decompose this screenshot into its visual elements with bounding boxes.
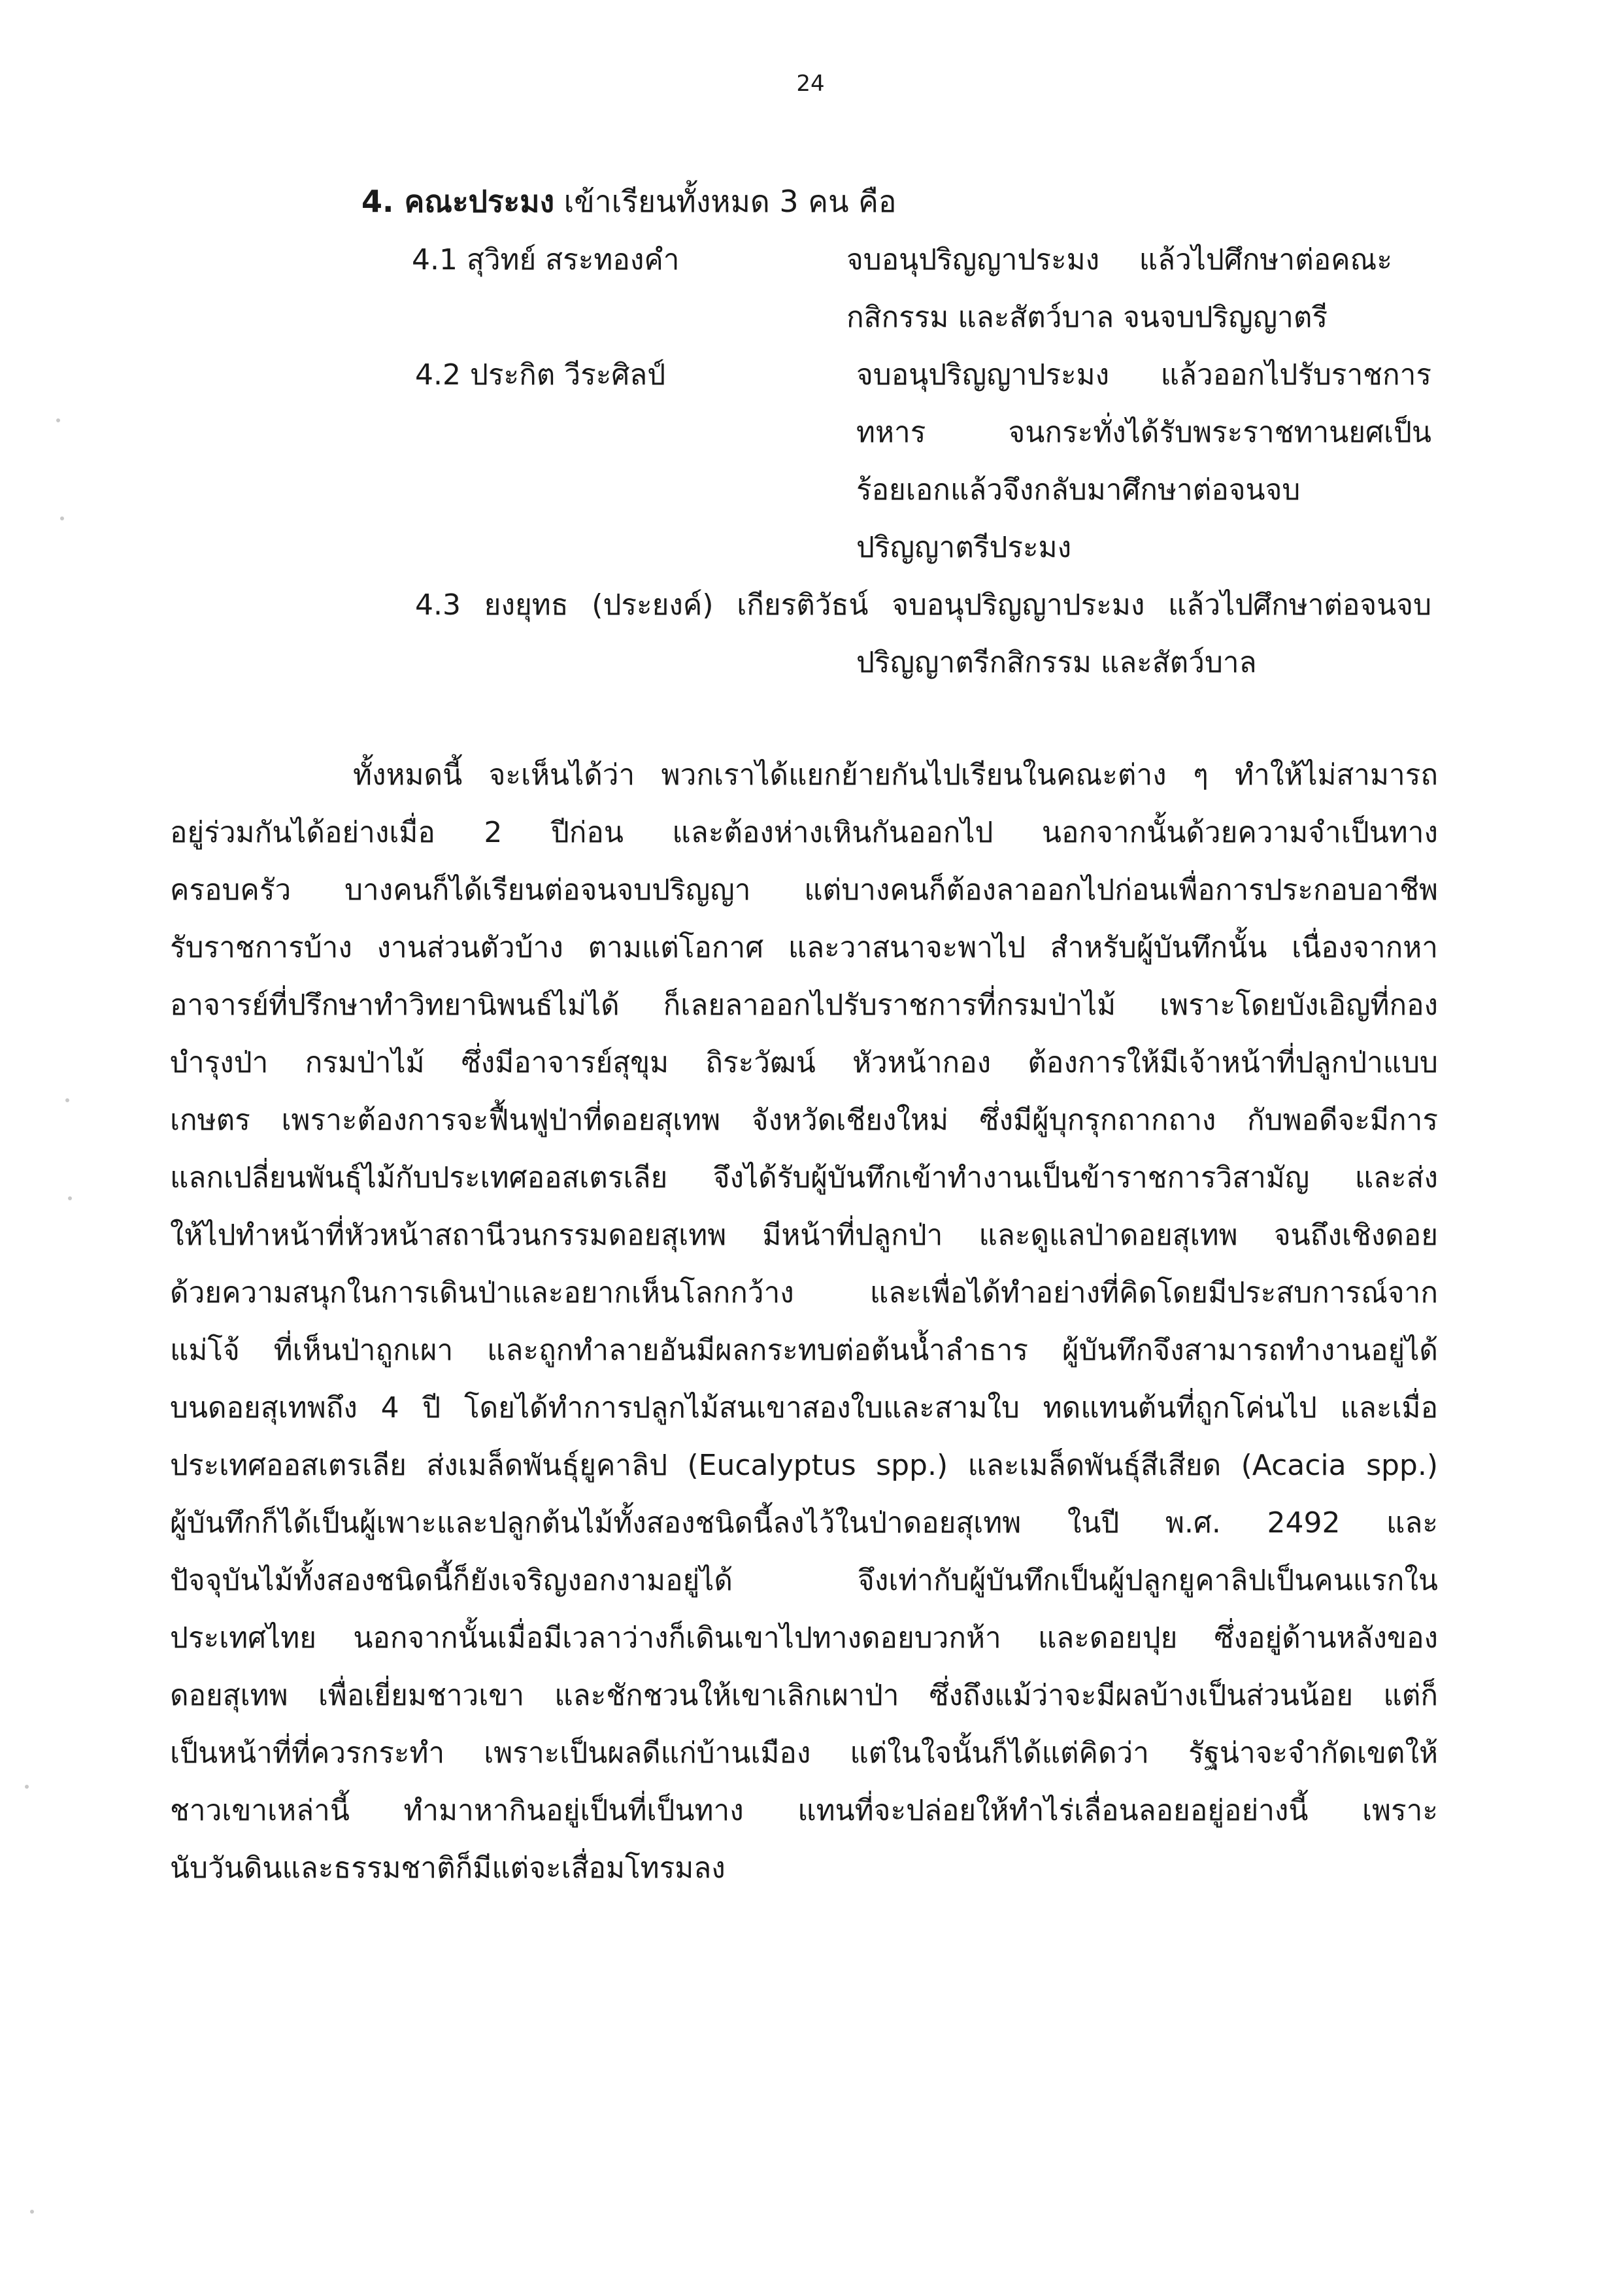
paragraph-line: แลกเปลี่ยนพันธุ์ไม้กับประเทศออสเตรเลีย จึงได้รับผู้บันทึกเข้าทำงานเป็นข้าราชการวิสามัญ และส่ง: [170, 1161, 1438, 1194]
section-heading: [361, 178, 897, 226]
list-item-line: ทหาร จนกระทั่งได้รับพระราชทานยศเป็น: [856, 416, 1431, 449]
scan-speck: [65, 1098, 69, 1102]
paragraph-line: ครอบครัว บางคนก็ได้เรียนต่อจนจบปริญญา แต่บางคนก็ต้องลาออกไปก่อนเพื่อการประกอบอาชีพ: [170, 873, 1438, 907]
paragraph-line: อาจารย์ที่ปรึกษาทำวิทยานิพนธ์ไม่ได้ ก็เลยลาออกไปรับราชการที่กรมป่าไม้ เพราะโดยบังเอิญที่กอง: [170, 988, 1438, 1022]
paragraph-line: บำรุงป่า กรมป่าไม้ ซึ่งมีอาจารย์สุขุม ถิระวัฒน์ หัวหน้ากอง ต้องการให้มีเจ้าหน้าที่ปลูกป่าแบบ: [170, 1046, 1438, 1079]
section-heading-title: 4. คณะประมง: [361, 184, 555, 219]
paragraph-line: เกษตร เพราะต้องการจะฟื้นฟูป่าที่ดอยสุเทพ จังหวัดเชียงใหม่ ซึ่งมีผู้บุกรุกถากถาง กับพอดีจะมีการ: [170, 1104, 1438, 1137]
list-item-label: 4.2 ประกิต วีระศิลป์: [415, 358, 666, 392]
paragraph-line: บนดอยสุเทพถึง 4 ปี โดยได้ทำการปลูกไม้สนเขาสองใบและสามใบ ทดแทนต้นที่ถูกโค่นไป และเมื่อ: [170, 1391, 1438, 1425]
scan-speck: [68, 1196, 72, 1200]
paragraph-line: ทั้งหมดนี้ จะเห็นได้ว่า พวกเราได้แยกย้ายกันไปเรียนในคณะต่าง ๆ ทำให้ไม่สามารถ: [353, 758, 1438, 792]
paragraph-line: อยู่ร่วมกันได้อย่างเมื่อ 2 ปีก่อน และต้องห่างเหินกันออกไป นอกจากนั้นด้วยความจำเป็นทาง: [170, 816, 1438, 849]
paragraph-line: นับวันดินและธรรมชาติก็มีแต่จะเสื่อมโทรมลง: [170, 1851, 726, 1885]
list-item-line: ร้อยเอกแล้วจึงกลับมาศึกษาต่อจนจบ: [856, 473, 1301, 507]
paragraph-line: ปัจจุบันไม้ทั้งสองชนิดนี้ก็ยังเจริญงอกงามอยู่ได้ จึงเท่ากับผู้บันทึกเป็นผู้ปลูกยูคาลิปเป็นคนแรกใน: [170, 1564, 1438, 1597]
scan-speck: [56, 418, 60, 422]
scan-speck: [60, 516, 64, 520]
list-item-line: จบอนุปริญญาประมง แล้วออกไปรับราชการ: [856, 358, 1431, 392]
section-heading-text: เข้าเรียนทั้งหมด 3 คน คือ: [554, 184, 897, 219]
list-item-line: กสิกรรม และสัตว์บาล จนจบปริญญาตรี: [846, 301, 1328, 334]
paragraph-line: รับราชการบ้าง งานส่วนตัวบ้าง ตามแต่โอกาศ และวาสนาจะพาไป สำหรับผู้บันทึกนั้น เนื่องจากหา: [170, 931, 1438, 964]
paragraph-line: ด้วยความสนุกในการเดินป่าและอยากเห็นโลกกว้าง และเพื่อได้ทำอย่างที่คิดโดยมีประสบการณ์จาก: [170, 1276, 1438, 1309]
page-number: 24: [796, 71, 825, 97]
scan-speck: [30, 2210, 34, 2214]
paragraph-line: ประเทศออสเตรเลีย ส่งเมล็ดพันธุ์ยูคาลิป (Eucalyptus spp.) และเมล็ดพันธุ์สีเสียด (Acacia spp.): [170, 1449, 1438, 1482]
list-item-line: จบอนุปริญญาประมง แล้วไปศึกษาต่อคณะ: [846, 243, 1392, 277]
paragraph-line: ผู้บันทึกก็ได้เป็นผู้เพาะและปลูกต้นไม้ทั้งสองชนิดนี้ลงไว้ในป่าดอยสุเทพ ในปี พ.ศ. 2492 และ: [170, 1506, 1438, 1540]
list-item-label: 4.1 สุวิทย์ สระทองคำ: [412, 243, 680, 277]
paragraph-line: แม่โจ้ ที่เห็นป่าถูกเผา และถูกทำลายอันมีผลกระทบต่อต้นน้ำลำธาร ผู้บันทึกจึงสามารถทำงานอยู่ได้: [170, 1334, 1438, 1367]
list-item-line: ปริญญาตรีประมง: [856, 531, 1072, 564]
paragraph-line: ประเทศไทย นอกจากนั้นเมื่อมีเวลาว่างก็เดินเขาไปทางดอยบวกห้า และดอยปุย ซึ่งอยู่ด้านหลังของ: [170, 1621, 1438, 1655]
paragraph-line: ดอยสุเทพ เพื่อเยี่ยมชาวเขา และชักชวนให้เขาเลิกเผาป่า ซึ่งถึงแม้ว่าจะมีผลบ้างเป็นส่วนน้อย แต่ก็: [170, 1679, 1438, 1712]
paragraph-line: ให้ไปทำหน้าที่หัวหน้าสถานีวนกรรมดอยสุเทพ มีหน้าที่ปลูกป่า และดูแลป่าดอยสุเทพ จนถึงเชิงดอย: [170, 1219, 1438, 1252]
paragraph-line: เป็นหน้าที่ที่ควรกระทำ เพราะเป็นผลดีแก่บ้านเมือง แต่ในใจนั้นก็ได้แต่คิดว่า รัฐน่าจะจำกัดเขตให้: [170, 1736, 1438, 1770]
paragraph-line: ชาวเขาเหล่านี้ ทำมาหากินอยู่เป็นที่เป็นทาง แทนที่จะปล่อยให้ทำไร่เลื่อนลอยอยู่อย่างนี้ เพราะ: [170, 1794, 1438, 1827]
list-item-line: ปริญญาตรีกสิกรรม และสัตว์บาล: [856, 646, 1257, 679]
list-item-label: 4.3 ยงยุทธ (ประยงค์) เกียรติวัธน์ จบอนุปริญญาประมง แล้วไปศึกษาต่อจนจบ: [415, 588, 1431, 622]
scan-speck: [25, 1785, 29, 1789]
